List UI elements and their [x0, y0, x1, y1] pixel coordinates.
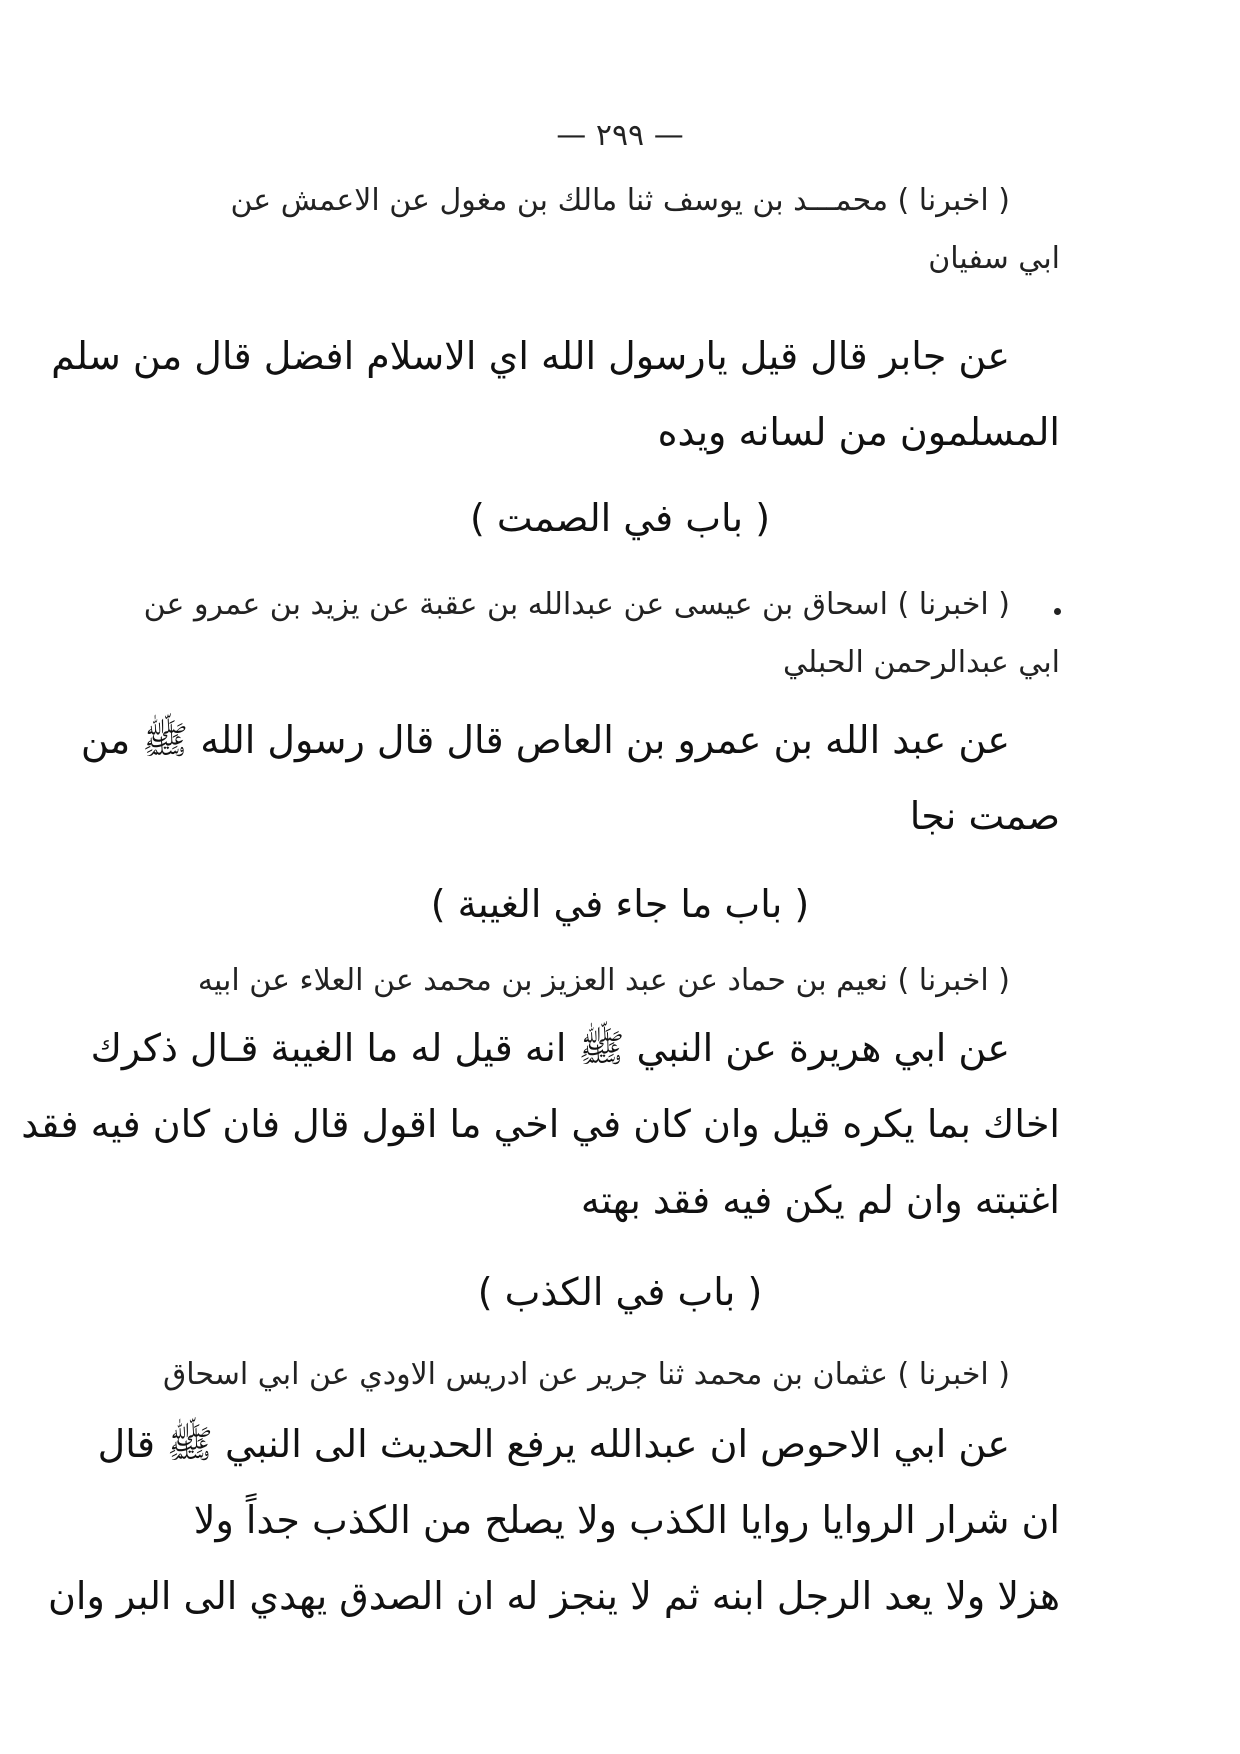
- hadith-line: عن جابر قال قيل يارسول الله اي الاسلام افضل قال من سلم: [51, 334, 1010, 378]
- hadith-line: اغتبته وان لم يكن فيه فقد بهته: [580, 1178, 1060, 1222]
- isnad-block: [180, 172, 1060, 288]
- hadith-text: [51, 318, 1060, 470]
- isnad-block: [180, 952, 1060, 1010]
- hadith-line: اخاك بما يكره قيل وان كان في اخي ما اقول قال فان كان فيه فقد: [21, 1102, 1060, 1146]
- isnad-line: ( اخبرنا ) عثمان بن محمد ثنا جرير عن ادريس الاودي عن ابي اسحاق: [162, 1357, 1010, 1392]
- isnad-block: [143, 576, 1060, 692]
- isnad-line: ( اخبرنا ) محمـــد بن يوسف ثنا مالك بن مغول عن الاعمش عن: [230, 183, 1010, 218]
- hadith-text: [21, 1010, 1060, 1238]
- isnad-line: ( اخبرنا ) اسحاق بن عيسى عن عبدالله بن عقبة عن يزيد بن عمرو عن: [143, 587, 1010, 622]
- chapter-heading: ( باب في الصمت ): [469, 496, 771, 540]
- isnad-line: ابي عبدالرحمن الحبلي: [782, 645, 1060, 680]
- hadith-line: صمت نجا: [909, 794, 1060, 838]
- hadith-line: عن عبد الله بن عمرو بن العاص قال قال رسول الله ﷺ من: [80, 718, 1010, 762]
- hadith-line: المسلمون من لسانه ويده: [657, 410, 1060, 454]
- hadith-text: [80, 702, 1060, 854]
- hadith-text: [48, 1406, 1060, 1634]
- chapter-heading: ( باب في الكذب ): [477, 1270, 763, 1314]
- hadith-line: عن ابي هريرة عن النبي ﷺ انه قيل له ما الغيبة قـال ذكرك: [90, 1026, 1010, 1070]
- isnad-block: [162, 1346, 1060, 1404]
- chapter-heading: ( باب ما جاء في الغيبة ): [430, 882, 810, 926]
- page-number: — ٢٩٩ —: [556, 118, 684, 153]
- isnad-line: ( اخبرنا ) نعيم بن حماد عن عبد العزيز بن محمد عن العلاء عن ابيه: [197, 963, 1010, 998]
- hadith-line: هزلا ولا يعد الرجل ابنه ثم لا ينجز له ان الصدق يهدي الى البر وان: [48, 1574, 1060, 1618]
- hadith-line: ان شرار الروايا روايا الكذب ولا يصلح من الكذب جداً ولا: [193, 1498, 1060, 1542]
- isnad-line: ابي سفيان: [928, 241, 1060, 276]
- hadith-line: عن ابي الاحوص ان عبدالله يرفع الحديث الى النبي ﷺ قال: [97, 1422, 1010, 1466]
